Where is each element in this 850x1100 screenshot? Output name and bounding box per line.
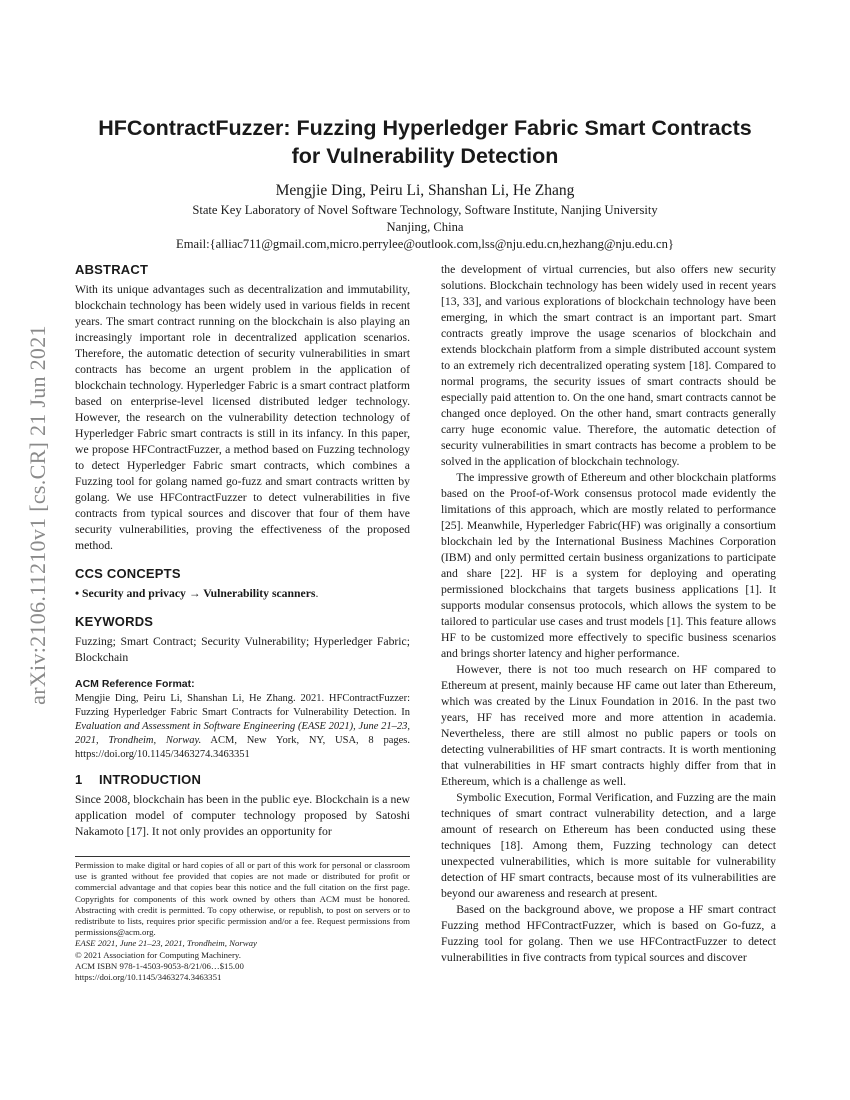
copyright-line: © 2021 Association for Computing Machinery. <box>75 949 241 960</box>
acm-reference-part-2: ACM, New York, NY, USA, 8 pages. https://doi.org/10.1145/3463274.3463351 <box>75 735 410 760</box>
ccs-concept-period: . <box>315 587 319 600</box>
acm-reference-part-1: Mengjie Ding, Peiru Li, Shanshan Li, He Zhang. 2021. HFContractFuzzer: Fuzzing Hyperledger Fabric Smart Contracts for Vulnerability Detection. In <box>75 693 410 718</box>
keywords-heading: KEYWORDS <box>75 614 154 629</box>
author-emails: Email:{alliac711@gmail.com,micro.perrylee@outlook.com,lss@nju.edu.cn,hezhang@nju.edu.cn} <box>176 237 674 251</box>
acm-reference-text <box>75 692 410 762</box>
footnote-divider <box>75 856 410 857</box>
paper-title <box>60 114 790 170</box>
title-line-2: for Vulnerability Detection <box>291 144 559 168</box>
acm-reference-heading: ACM Reference Format: <box>75 678 195 690</box>
affiliation-location: Nanjing, China <box>386 220 464 234</box>
body-paragraph-5: Based on the background above, we propose a HF smart contract Fuzzing method HFContractFuzzer, which is based on Go-fuzz, a Fuzzing tool for golang. Then we use HFContractFuzzer to detect vulnerabilities in five contracts from typical sources and discover <box>441 903 776 964</box>
author-list: Mengjie Ding, Peiru Li, Shanshan Li, He Zhang <box>275 182 575 199</box>
ccs-concepts-item <box>75 586 410 602</box>
arxiv-identifier-stamp: arXiv:2106.11210v1 [cs.CR] 21 Jun 2021 <box>25 325 50 705</box>
affiliation-block <box>60 202 790 253</box>
section-title: INTRODUCTION <box>99 772 202 787</box>
conference-line: EASE 2021, June 21–23, 2021, Trondheim, Norway <box>75 938 257 949</box>
acm-reference-venue: Evaluation and Assessment in Software Engineering (EASE 2021), June 21–23, 2021, Trondheim, Norway. <box>75 721 410 746</box>
isbn-line: ACM ISBN 978-1-4503-9053-8/21/06…$15.00 <box>75 960 244 971</box>
section-number: 1 <box>75 772 83 787</box>
permission-footnote <box>75 860 410 983</box>
body-paragraph-4: Symbolic Execution, Formal Verification, and Fuzzing are the main techniques of smart contract vulnerability detection, and a large amount of research on Ethereum has been conducted using these techniques [18]. Among them, Fuzzing technology can detect unexpected vulnerabilities, which is more suitable for vulnerability detection of HF smart contracts, because most of its vulnerabilities are beyond our awareness and research at present. <box>441 791 776 900</box>
abstract-text: With its unique advantages such as decentralization and immutability, blockchain technology has been widely used in various fields in recent years. The smart contract running on the blockchain is also playing an increasingly important role in decentralized application scenarios. Therefore, the automatic detection of security vulnerabilities in smart contracts has become an urgent problem in the application of blockchain technology. Hyperledger Fabric is a smart contract platform based on enterprise-level licensed distributed ledger technology. However, the research on the vulnerability detection technology of Hyperledger Fabric smart contracts is still in its infancy. In this paper, we propose HFContractFuzzer, a method based on Fuzzing technology to detect Hyperledger Fabric smart contracts, which combines a Fuzzing tool for golang named go-fuzz and smart contracts written by golang. We use HFContractFuzzer to detect vulnerabilities in five contracts from typical sources and discover that four of them have security vulnerabilities, proving the effectiveness of the proposed method. <box>75 283 410 552</box>
left-column <box>75 262 410 840</box>
abstract-heading: ABSTRACT <box>75 262 149 277</box>
doi-line: https://doi.org/10.1145/3463274.3463351 <box>75 972 222 983</box>
right-column <box>441 262 776 966</box>
body-paragraph-1: the development of virtual currencies, but also offers new security solutions. Blockchain technology has been widely used in recent years [13, 33], and various explorations of blockchain technology have been emerging, in which the smart contract is an important part. Smart contracts greatly improve the usage scenarios of blockchain and extends blockchain platform from a simple distributed account system to an extremely rich decentralized operating system [18]. Compared to normal programs, the security issues of smart contracts should be especially paid attention to. On the one hand, smart contracts cannot be changed once deployed. On the other hand, smart contracts generally carry huge economic value. Therefore, the automatic detection of security vulnerabilities in smart contracts has become a problem to be solved in the application of blockchain technology. <box>441 263 776 468</box>
affiliation-institution: State Key Laboratory of Novel Software Technology, Software Institute, Nanjing University <box>192 203 658 217</box>
introduction-paragraph-1: Since 2008, blockchain has been in the public eye. Blockchain is a new application model of computer technology proposed by Satoshi Nakamoto [17]. It not only provides an opportunity for <box>75 793 410 838</box>
introduction-heading <box>75 772 410 788</box>
permission-notice: Permission to make digital or hard copies of all or part of this work for personal or classroom use is granted without fee provided that copies are not made or distributed for profit or commercial advantage and that copies bear this notice and the full citation on the first page. Copyrights for components of this work owned by others than ACM must be honored. Abstracting with credit is permitted. To copy otherwise, or republish, to post on servers or to redistribute to lists, requires prior specific permission and/or a fee. Request permissions from permissions@acm.org. <box>75 860 410 938</box>
body-paragraph-3: However, there is not too much research on HF compared to Ethereum at present, mainly because HF came out later than Ethereum, which was created by the Linux Foundation in 2016. In the past two years, HF has received more and more attention in academia. Nevertheless, there are still almost no public papers or tools on detecting vulnerabilities of HF smart contracts. It is worth mentioning that vulnerabilities in HF smart contracts highly differ from that in Ethereum, which is a challenge as well. <box>441 663 776 788</box>
title-line-1: HFContractFuzzer: Fuzzing Hyperledger Fabric Smart Contracts <box>98 116 752 140</box>
body-paragraph-2: The impressive growth of Ethereum and other blockchain platforms based on the Proof-of-Work consensus protocol made evidently the limitations of this approach, which are mostly related to performance [25]. Meanwhile, Hyperledger Fabric(HF) was originally a consortium blockchain led by the International Business Machines Corporation (IBM) and only permitted certain business organizations to participate and share [22]. HF is a system for deploying and operating permissioned blockchains that targets business applications [1]. It supports modular consensus protocols, which allows the system to be tailored to particular use cases and trust models [1]. This feature allows HF to be customized more effectively to specific business scenarios and brings shorter latency and higher performance. <box>441 471 776 660</box>
ccs-concepts-heading: CCS CONCEPTS <box>75 566 181 581</box>
keywords-text: Fuzzing; Smart Contract; Security Vulnerability; Hyperledger Fabric; Blockchain <box>75 635 410 664</box>
ccs-concept-text: • Security and privacy → Vulnerability scanners <box>75 587 316 600</box>
